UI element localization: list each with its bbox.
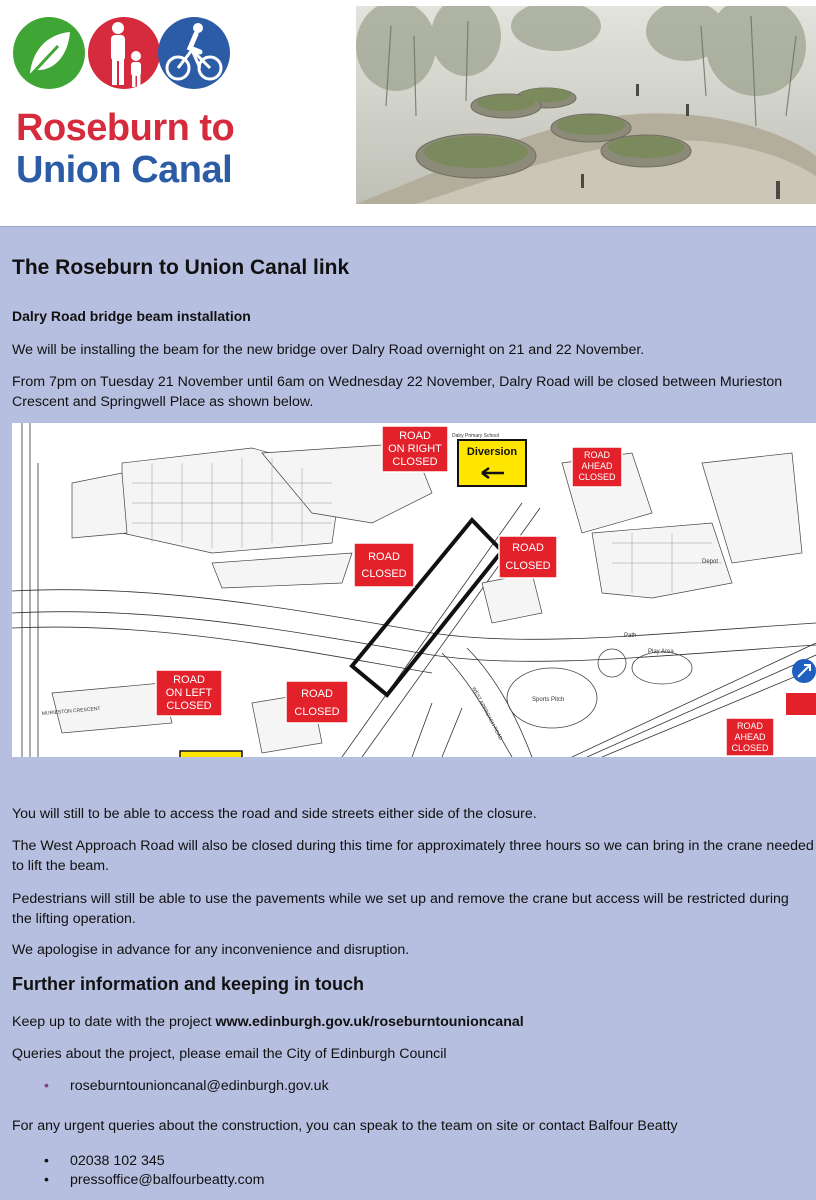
svg-text:ROAD: ROAD [173, 674, 205, 686]
closure-map [12, 423, 816, 757]
sign-diversion-partial [180, 751, 242, 757]
logo-circles [10, 12, 260, 94]
map-label-path: Path [624, 633, 637, 639]
svg-text:CLOSED: CLOSED [392, 456, 438, 468]
list-item-press-email [44, 1170, 264, 1189]
paragraph-pedestrians: Pedestrians will still be able to use the pavements while we set up and remove the crane but access will be restricted during the lifting operation. [12, 891, 789, 927]
paragraph-queries: Queries about the project, please email the City of Edinburgh Council [12, 1046, 447, 1062]
logo [10, 12, 260, 191]
logo-line1: Roseburn to [16, 107, 235, 149]
keep-up-text: Keep up to date with the project [12, 1014, 216, 1030]
leaf-icon [13, 17, 85, 89]
paragraph-access: You will still to be able to access the road and side streets either side of the closure. [12, 806, 537, 822]
sign-road-ahead-closed-bottom [726, 718, 774, 756]
sign-road-closed-right [499, 536, 557, 578]
bullet-icon: • [44, 1077, 49, 1093]
svg-text:CLOSED: CLOSED [578, 472, 616, 482]
paragraph-beam: We will be installing the beam for the new bridge over Dalry Road overnight on 21 and 22 November. [12, 342, 645, 358]
cyclist-icon [158, 17, 230, 89]
notice-title: The Roseburn to Union Canal link [12, 256, 350, 279]
map-label-west-approach-road: WEST APPROACH ROAD [470, 686, 504, 742]
svg-text:CLOSED: CLOSED [166, 700, 212, 712]
bullet-icon: • [44, 1171, 49, 1187]
svg-text:ROAD: ROAD [583, 450, 611, 460]
bullet-icon: • [44, 1152, 49, 1168]
svg-text:ROAD: ROAD [512, 542, 544, 554]
svg-text:CLOSED: CLOSED [361, 568, 407, 580]
svg-text:ROAD: ROAD [736, 721, 764, 731]
svg-text:ROAD: ROAD [399, 430, 431, 442]
logo-wordmark [16, 107, 234, 191]
paragraph-urgent: For any urgent queries about the construction, you can speak to the team on site or contact Balfour Beatty [12, 1118, 678, 1134]
sign-road-closed-bottom [286, 681, 348, 723]
phone-number[interactable]: 02038 102 345 [70, 1153, 165, 1169]
panel-divider [0, 226, 816, 227]
paragraph-keep-up [12, 1012, 812, 1032]
hero-image [356, 6, 816, 204]
svg-text:AHEAD: AHEAD [581, 461, 613, 471]
svg-text:ON LEFT: ON LEFT [165, 687, 213, 699]
header [0, 0, 816, 226]
press-email-link[interactable]: pressoffice@balfourbeatty.com [70, 1172, 265, 1188]
map-label-play-area: Play Area [648, 649, 674, 655]
sign-diversion [458, 440, 526, 486]
svg-text:ON RIGHT: ON RIGHT [388, 443, 442, 455]
list-item-email [44, 1076, 329, 1095]
svg-text:ROAD: ROAD [368, 551, 400, 563]
council-email-link[interactable]: roseburntounioncanal@edinburgh.gov.uk [70, 1078, 329, 1094]
paragraph-closure: From 7pm on Tuesday 21 November until 6am on Wednesday 22 November, Dalry Road will be closed between Murieston Crescent and Springwell Place as shown below. [12, 374, 783, 410]
list-item-phone [44, 1151, 165, 1170]
sign-road-ahead-closed-top [572, 447, 622, 487]
map-label-primary-school: Dalry Primary School [452, 433, 499, 439]
svg-text:CLOSED: CLOSED [505, 560, 551, 572]
svg-text:CLOSED: CLOSED [731, 743, 769, 753]
sign-road-closed-left [354, 543, 414, 587]
paragraph-west-approach: The West Approach Road will also be closed during this time for approximately three hours so we can bring in the crane needed to lift the beam. [12, 838, 814, 874]
svg-text:Diversion: Diversion [466, 446, 518, 458]
svg-text:CLOSED: CLOSED [294, 706, 340, 718]
svg-text:ROAD: ROAD [301, 688, 333, 700]
further-info-heading: Further information and keeping in touch [12, 974, 365, 994]
sign-road-on-right-closed [382, 426, 448, 472]
project-url-link[interactable]: www.edinburgh.gov.uk/roseburntounioncanal [215, 1014, 524, 1030]
family-icon [88, 17, 160, 89]
map-label-depot: Depot [702, 559, 719, 565]
logo-line2: Union Canal [16, 149, 233, 191]
map-drawing [12, 423, 816, 757]
svg-text:AHEAD: AHEAD [734, 732, 766, 742]
paragraph-apology: We apologise in advance for any inconvenience and disruption. [12, 942, 410, 958]
map-label-sports-pitch: Sports Pitch [532, 697, 565, 703]
notice-subheading: Dalry Road bridge beam installation [12, 308, 251, 324]
sign-road-on-left-closed [156, 670, 222, 716]
map-label-murieston-crescent: MURIESTON CRESCENT [41, 705, 101, 717]
